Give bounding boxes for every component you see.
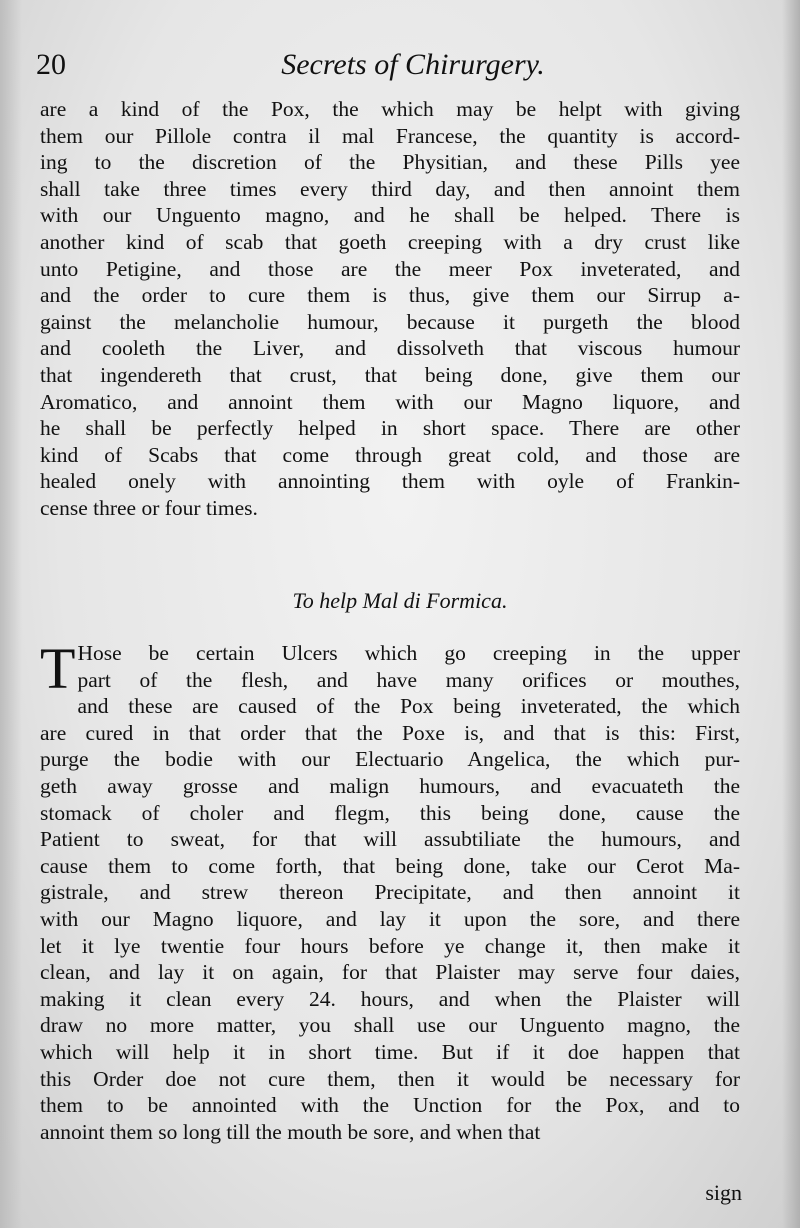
page-edge-shadow <box>782 0 800 1228</box>
running-title: Secrets of Chirurgery. <box>281 48 545 81</box>
catchword: sign <box>705 1180 742 1205</box>
text-line: clean, and lay it on again, for that Plaister may serve four daies, <box>40 960 740 985</box>
text-line: Hose be certain Ulcers which go creeping in the upper <box>77 641 740 665</box>
text-line: healed onely with annointing them with oyle of Frankin- <box>40 469 740 494</box>
text-line: purge the bodie with our Electuario Angelica, the which pur- <box>40 747 740 772</box>
text-line: Patient to sweat, for that will assubtiliate the humours, and <box>40 827 740 852</box>
page-number: 20 <box>36 48 66 81</box>
text-line: stomack of choler and flegm, this being done, cause the <box>40 800 740 825</box>
text-line: cause them to come forth, that being done, take our Cerot Ma- <box>40 853 740 878</box>
text-line: them our Pillole contra il mal Francese, the quantity is accord- <box>40 123 740 148</box>
text-line: are cured in that order that the Poxe is, and that is this: First, <box>40 720 740 745</box>
paragraph-mal-di-formica <box>40 636 740 1145</box>
text-line: Aromatico, and annoint them with our Magno liquore, and <box>40 389 740 414</box>
text-line: with our Unguento magno, and he shall be helped. There is <box>40 203 740 228</box>
text-line: and the order to cure them is thus, give them our Sirrup a- <box>40 283 740 308</box>
text-line: are a kind of the Pox, the which may be helpt with giving <box>40 97 740 121</box>
text-line: and these are caused of the Pox being inveterated, the which <box>77 694 740 719</box>
text-line: this Order doe not cure them, then it would be necessary for <box>40 1066 740 1091</box>
text-line: ing to the discretion of the Physitian, and these Pills yee <box>40 150 740 175</box>
text-line: kind of Scabs that come through great cold, and those are <box>40 442 740 467</box>
text-line: gistrale, and strew thereon Precipitate, and then annoint it <box>40 880 740 905</box>
text-line: he shall be perfectly helped in short space. There are other <box>40 416 740 441</box>
text-line: and cooleth the Liver, and dissolveth that viscous humour <box>40 336 740 361</box>
text-line: that ingendereth that crust, that being done, give them our <box>40 362 740 387</box>
text-line: let it lye twentie four hours before ye change it, then make it <box>40 933 740 958</box>
paragraph-scabs <box>40 96 740 522</box>
page-gutter-shadow <box>0 0 22 1228</box>
text-line: making it clean every 24. hours, and when the Plaister will <box>40 986 740 1011</box>
text-line: part of the flesh, and have many orifices or mouthes, <box>77 667 740 692</box>
drop-cap: T <box>40 636 76 701</box>
text-line: shall take three times every third day, and then annoint them <box>40 176 740 201</box>
section-title: To help Mal di Formica. <box>292 588 508 613</box>
text-line: annoint them so long till the mouth be sore, and when that <box>40 1119 541 1144</box>
text-line: draw no more matter, you shall use our Unguento magno, the <box>40 1013 740 1038</box>
text-line: cense three or four times. <box>40 495 258 520</box>
text-line: another kind of scab that goeth creeping with a dry crust like <box>40 229 740 254</box>
text-line: geth away grosse and malign humours, and evacuateth the <box>40 773 740 798</box>
text-line: with our Magno liquore, and lay it upon the sore, and there <box>40 906 740 931</box>
page-header <box>36 48 740 92</box>
text-line: which will help it in short time. But if it doe happen that <box>40 1039 740 1064</box>
text-line: unto Petigine, and those are the meer Pox inveterated, and <box>40 256 740 281</box>
text-line: gainst the melancholie humour, because it purgeth the blood <box>40 309 740 334</box>
text-line: them to be annointed with the Unction for the Pox, and to <box>40 1093 740 1118</box>
